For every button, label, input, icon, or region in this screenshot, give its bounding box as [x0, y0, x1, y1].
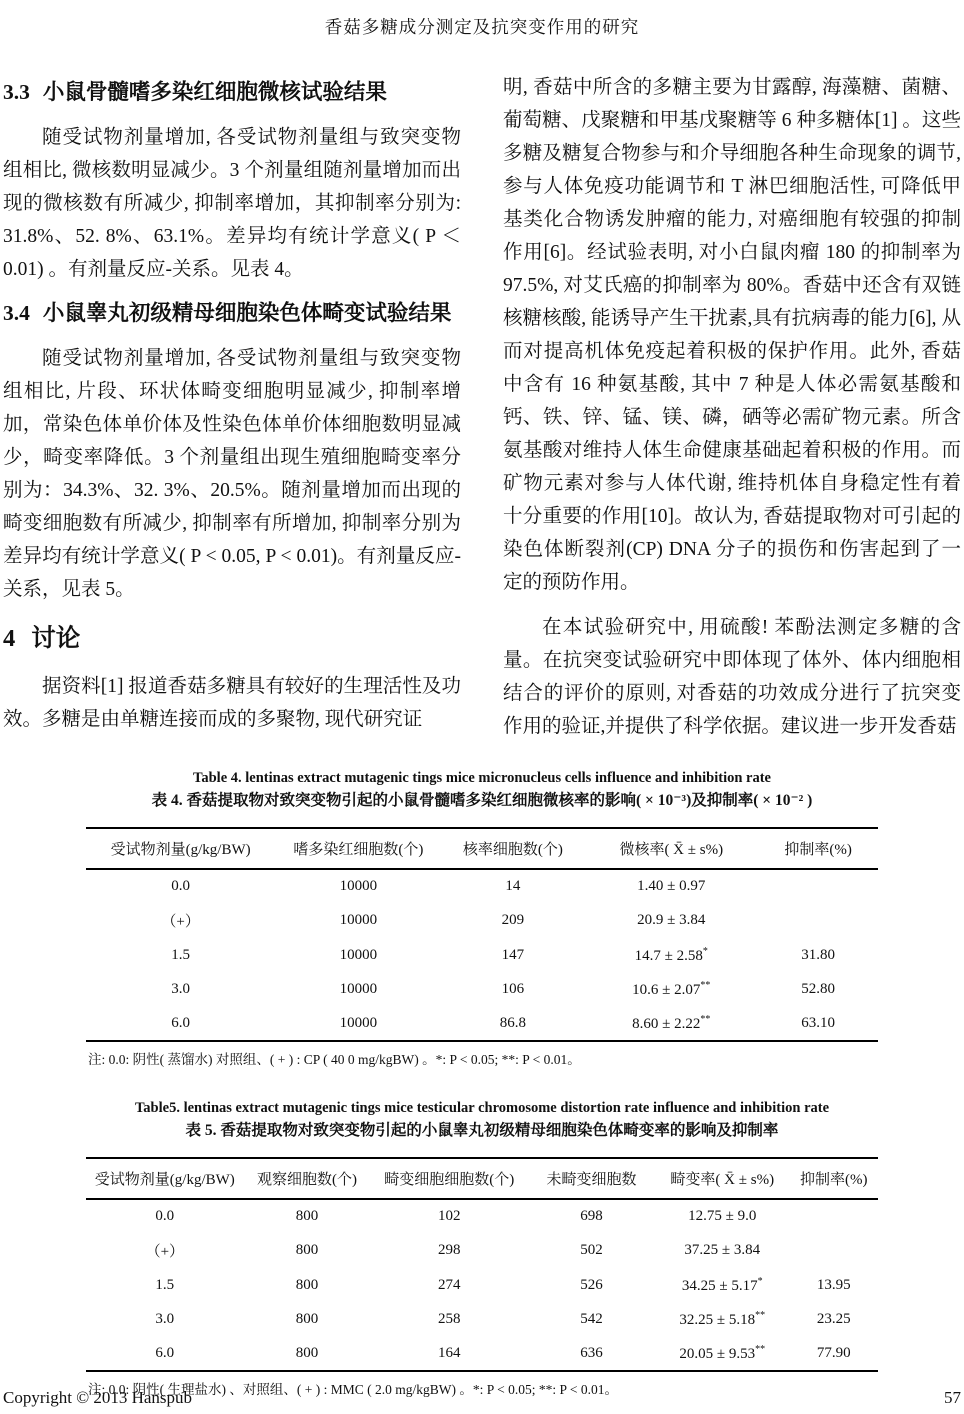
table-row [86, 1302, 878, 1336]
table-cell: 3.0 [171, 980, 191, 997]
table-row [86, 1268, 878, 1302]
table-4-block [86, 769, 878, 1069]
table-cell [790, 1232, 878, 1268]
table-cell: 1.40 ± 0.97 [637, 877, 706, 894]
section-3-3-heading [3, 77, 461, 107]
table-cell: 14 [505, 877, 521, 894]
table-row [86, 1006, 878, 1041]
table-cell: 800 [295, 1276, 319, 1293]
table-cell [758, 869, 878, 902]
table-5-footnote: 注: 0.0: 阴性( 生理盐水) 、对照组、( + ) : MMC ( 2.0 mg/kgBW) 。*: P < 0.05; **: P < 0.01。 [88, 1382, 618, 1397]
table-cell: 77.90 [816, 1344, 851, 1361]
section-3-3-paragraph: 随受试物剂量增加, 各受试物剂量组与致突变物组相比, 微核数明显减少。3 个剂量组随剂量增加而出现的微核数有所减少, 抑制率增加，其抑制率分别为: 31.8%、52. 8%、63.1%。差异均有统计学意义( P ＜ 0.01) 。有剂量反应-关系。见表 4。 [3, 127, 461, 280]
table-cell: 10000 [339, 946, 378, 963]
table-row [86, 972, 878, 1006]
column-header: 受试物剂量(g/kg/BW) [86, 1158, 244, 1199]
table-row [86, 1199, 878, 1232]
table-cell: 6.0 [155, 1344, 175, 1361]
table-5-body [86, 1199, 878, 1371]
table-cell: 6.0 [171, 1014, 191, 1031]
table-cell: 1.5 [171, 946, 191, 963]
table-cell: 32.25 ± 5.18** [679, 1309, 766, 1328]
table-row [86, 1232, 878, 1268]
page-number: 57 [944, 1388, 961, 1407]
table-header-row [86, 1158, 878, 1199]
column-header: 抑制率(%) [758, 828, 878, 869]
table-cell: 14.7 ± 2.58* [634, 945, 708, 964]
column-header: 微核率( X̄ ± s%) [584, 828, 758, 869]
table-cell: 800 [295, 1207, 319, 1224]
section-number: 4 [3, 625, 16, 652]
table-cell: 20.05 ± 9.53** [679, 1343, 766, 1362]
table-header-row [86, 828, 878, 869]
right-column [503, 71, 961, 755]
running-title: 香菇多糖成分测定及抗突变作用的研究 [324, 17, 640, 37]
section-number: 3.3 [3, 80, 30, 104]
table-cell: 147 [501, 946, 525, 963]
table-row [86, 902, 878, 938]
table-4-caption-zh: 表 4. 香菇提取物对致突变物引起的小鼠骨髓嗜多染红细胞微核率的影响( × 10⁻³)及抑制率( × 10⁻² ) [151, 792, 813, 809]
column-header: 嗜多染红细胞数(个) [275, 828, 441, 869]
two-column-body [3, 71, 961, 755]
section-4-heading [3, 624, 461, 654]
table-cell: 10000 [339, 911, 378, 928]
column-header: 观察细胞数(个) [244, 1158, 371, 1199]
table-cell: （+） [161, 913, 200, 930]
table-4 [86, 827, 878, 1042]
table-cell: 3.0 [155, 1310, 175, 1327]
column-header: 抑制率(%) [790, 1158, 878, 1199]
section-4-paragraph: 据资料[1] 报道香菇多糖具有较好的生理活性及功效。多糖是由单糖连接而成的多聚物, 现代研究证 [3, 676, 461, 730]
table-5 [86, 1157, 878, 1372]
section-title: 小鼠骨髓嗜多染红细胞微核试验结果 [42, 80, 387, 104]
table-cell: 52.80 [801, 980, 835, 997]
table-cell: 0.0 [155, 1207, 175, 1224]
discussion-paragraph-2: 在本试验研究中, 用硫酸! 苯酚法测定多糖的含量。在抗突变试验研究中即体现了体外、体内细胞相结合的评价的原则, 对香菇的功效成分进行了抗突变作用的验证,并提供了科学依据。建议进一步开发香菇 [503, 617, 961, 737]
section-title: 讨论 [31, 625, 81, 652]
table-cell: 63.10 [801, 1014, 835, 1031]
table-cell [790, 1199, 878, 1232]
table-cell: 164 [438, 1344, 461, 1361]
table-cell: 37.25 ± 3.84 [684, 1241, 761, 1258]
table-row [86, 869, 878, 902]
table-cell: （+） [145, 1243, 185, 1260]
table-cell: 12.75 ± 9.0 [688, 1207, 757, 1224]
table-4-body [86, 869, 878, 1041]
table-cell: 8.60 ± 2.22** [632, 1013, 711, 1032]
table-cell: 20.9 ± 3.84 [637, 911, 706, 928]
table-cell: 10000 [339, 877, 378, 894]
table-cell: 636 [580, 1344, 603, 1361]
tables-region [86, 769, 878, 1399]
section-number: 3.4 [3, 301, 30, 325]
table-cell: 698 [580, 1207, 603, 1224]
table-row [86, 1336, 878, 1371]
table-cell: 34.25 ± 5.17* [681, 1275, 763, 1294]
section-3-4-heading [3, 298, 461, 328]
table-cell: 800 [295, 1241, 319, 1258]
table-cell: 102 [438, 1207, 461, 1224]
table-cell: 542 [580, 1310, 603, 1327]
table-cell [758, 902, 878, 938]
table-cell: 1.5 [155, 1276, 175, 1293]
table-5-block [86, 1099, 878, 1399]
table-cell: 800 [295, 1310, 319, 1327]
table-cell: 0.0 [171, 877, 191, 894]
table-cell: 258 [438, 1310, 461, 1327]
column-header: 未畸变细胞数 [528, 1158, 655, 1199]
table-cell: 526 [580, 1276, 603, 1293]
section-title: 小鼠睾丸初级精母细胞染色体畸变试验结果 [42, 301, 452, 325]
column-header: 核率细胞数(个) [441, 828, 584, 869]
table-cell: 106 [501, 980, 525, 997]
column-header: 畸变细胞细胞数(个) [370, 1158, 528, 1199]
table-4-footnote: 注: 0.0: 阴性( 蒸馏水) 对照组、( + ) : CP ( 40 0 mg/kgBW) 。*: P < 0.05; **: P < 0.01。 [88, 1052, 581, 1067]
table-cell: 274 [438, 1276, 461, 1293]
table-5-caption-zh: 表 5. 香菇提取物对致突变物引起的小鼠睾丸初级精母细胞染色体畸变率的影响及抑制率 [185, 1122, 779, 1139]
table-cell: 13.95 [816, 1276, 851, 1293]
column-header: 受试物剂量(g/kg/BW) [86, 828, 275, 869]
table-cell: 298 [438, 1241, 461, 1258]
table-cell: 502 [580, 1241, 603, 1258]
table-cell: 800 [295, 1344, 319, 1361]
table-4-header [86, 828, 878, 869]
table-5-caption-en: Table5. lentinas extract mutagenic tings mice testicular chromosome distortion rate influence and inhibition rate [134, 1100, 830, 1116]
discussion-continued-paragraph: 明, 香菇中所含的多糖主要为甘露醇, 海藻糖、菌糖、葡萄糖、戊聚糖和甲基戊聚糖等 6 种多糖体[1] 。这些多糖及糖复合物参与和介导细胞各种生命现象的调节, 参与人体免疫功能调节和 T 淋巴细胞活性, 可降低甲基类化合物诱发肿瘤的能力, 对癌细胞有较强的抑制作用[6]。经试验表明, 对小白鼠肉瘤 180 的抑制率为 97.5%, 对艾氏癌的抑制率为 80%。香菇中还含有双链核糖核酸, 能诱导产生干扰素,具有抗病毒的能力[6], 从而对提高机体免疫起着积极的保护作用。此外, 香菇中含有 16 种氨基酸, 其中 7 种是人体必需氨基酸和钙、铁、锌、锰、镁、磷，硒等必需矿物元素。所含氨基酸对维持人体生命健康基础起着积极的作用。而矿物元素对参与人体代谢, 维持机体自身稳定性有着十分重要的作用[10]。故认为, 香菇提取物对可引起的染色体断裂剂(CP) DNA 分子的损伤和伤害起到了一定的预防作用。 [503, 77, 961, 593]
table-cell: 86.8 [499, 1014, 526, 1031]
copyright-text: Copyright © 2013 Hanspub [3, 1388, 193, 1407]
table-cell: 10000 [339, 1014, 378, 1031]
table-cell: 10000 [339, 980, 378, 997]
table-cell: 31.80 [801, 946, 835, 963]
table-cell: 23.25 [816, 1310, 851, 1327]
section-3-4-paragraph: 随受试物剂量增加, 各受试物剂量组与致突变物组相比, 片段、环状体畸变细胞明显减少, 抑制率增加，常染色体单价体及性染色体单价体细胞数明显减少，畸变率降低。3 个剂量组出现生殖细胞畸变率分别为：34.3%、32. 3%、20.5%。随剂量增加而出现的畸变细胞数有所减少, 抑制率有所增加, 抑制率分别为差异均有统计学意义( P < 0.05, P < 0.01)。有剂量反应-关系，见表 5。 [3, 348, 461, 600]
table-cell: 10.6 ± 2.07** [632, 979, 711, 998]
column-header: 畸变率( X̄ ± s%) [655, 1158, 790, 1199]
page-footer [3, 1388, 961, 1408]
table-5-header [86, 1158, 878, 1199]
table-4-caption-en: Table 4. lentinas extract mutagenic tings mice micronucleus cells influence and inhibition rate [193, 770, 771, 786]
table-row [86, 938, 878, 972]
left-column [3, 71, 461, 755]
table-cell: 209 [501, 911, 525, 928]
